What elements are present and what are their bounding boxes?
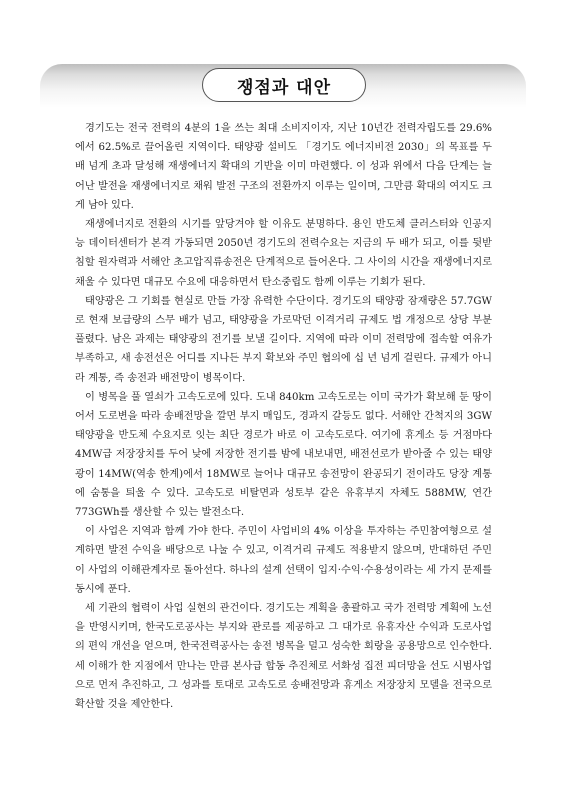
- paragraph-6: 세 기관의 협력이 사업 실현의 관건이다. 경기도는 계획을 총괄하고 국가 전력망 계획에 노선을 반영시키며, 한국도로공사는 부지와 관로를 제공하고 그 대가로 유휴자산 수익과 도로사업의 편익 개선을 얻으며, 한국전력공사는 송전 병목을 덜고 성숙한 회랑을 공용망으로 인수한다. 세 이해가 한 지점에서 만나는 만큼 본사급 합동 추진체로 서화성 집전 피더망을 선도 시범사업으로 먼저 추진하고, 그 성과를 토대로 고속도로 송배전망과 휴게소 저장장치 모델을 전국으로 확산할 것을 제안한다.: [75, 603, 492, 711]
- paragraph-3: 태양광은 그 기회를 현실로 만들 가장 유력한 수단이다. 경기도의 태양광 잠재량은 57.7GW로 현재 보급량의 스무 배가 넘고, 태양광을 가로막던 이격거리 규제도 법 개정으로 상당 부분 풀렸다. 남은 과제는 태양광의 전기를 보낼 길이다. 지역에 따라 이미 전력망에 접속할 여유가 부족하고, 새 송전선은 어디를 지나든 부지 확보와 주민 협의에 십 년 넘게 걸린다. 규제가 아니라 계통, 즉 송전과 배전망이 병목이다.: [75, 295, 492, 384]
- section-title: 쟁점과 대안: [236, 77, 332, 98]
- paragraph-5: 이 사업은 지역과 함께 가야 한다. 주민이 사업비의 4% 이상을 투자하는 주민참여형으로 설계하면 발전 수익을 배당으로 나눌 수 있고, 이격거리 규제도 적용받지 않으며, 반대하던 주민이 사업의 이해관계자로 돌아선다. 하나의 설계 선택이 입지·수익·수용성이라는 세 가지 문제를 동시에 푼다.: [75, 526, 492, 595]
- paragraph-2: 재생에너지로 전환의 시기를 앞당겨야 할 이유도 분명하다. 용인 반도체 클러스터와 인공지능 데이터센터가 본격 가동되면 2050년 경기도의 전력수요는 지금의 두 배가 되고, 이를 뒷받침할 원자력과 서해안 초고압직류송전은 단계적으로 들어온다. 그 사이의 시간을 재생에너지로 채울 수 있다면 대규모 수요에 대응하면서 탄소중립도 함께 이루는 기회가 된다.: [75, 219, 492, 288]
- paragraph-4: 이 병목을 풀 열쇠가 고속도로에 있다. 도내 840km 고속도로는 이미 국가가 확보해 둔 땅이어서 도로변을 따라 송배전망을 깔면 부지 매입도, 경과지 갈등도 없다. 서해안 간척지의 3GW 태양광을 반도체 수요지로 잇는 최단 경로가 바로 이 고속도로다. 여기에 휴게소 등 거점마다 4MW급 저장장치를 두어 낮에 저장한 전기를 밤에 내보내면, 배전선로가 받아줄 수 있는 태양광이 14MW(역송 한계)에서 18MW로 늘어나 대규모 송전망이 완공되기 전이라도 당장 계통에 숨통을 틔울 수 있다. 고속도로 비탈면과 성토부 같은 유휴부지 자체도 588MW, 연간 773GWh를 생산할 수 있는 발전소다.: [75, 391, 492, 519]
- paragraph-1: 경기도는 전국 전력의 4분의 1을 쓰는 최대 소비지이자, 지난 10년간 전력자립도를 29.6%에서 62.5%로 끌어올린 지역이다. 태양광 설비도 「경기도 에너지비전 2030」의 목표를 두 배 넘게 초과 달성해 재생에너지 확대의 기반을 이미 마련했다. 이 성과 위에서 다음 단계는 늘어난 발전을 재생에너지로 채워 발전 구조의 전환까지 이루는 일이며, 그만큼 확대의 여지도 크게 남아 있다.: [75, 123, 492, 211]
- body-text: [75, 119, 492, 714]
- title-badge: [202, 68, 366, 102]
